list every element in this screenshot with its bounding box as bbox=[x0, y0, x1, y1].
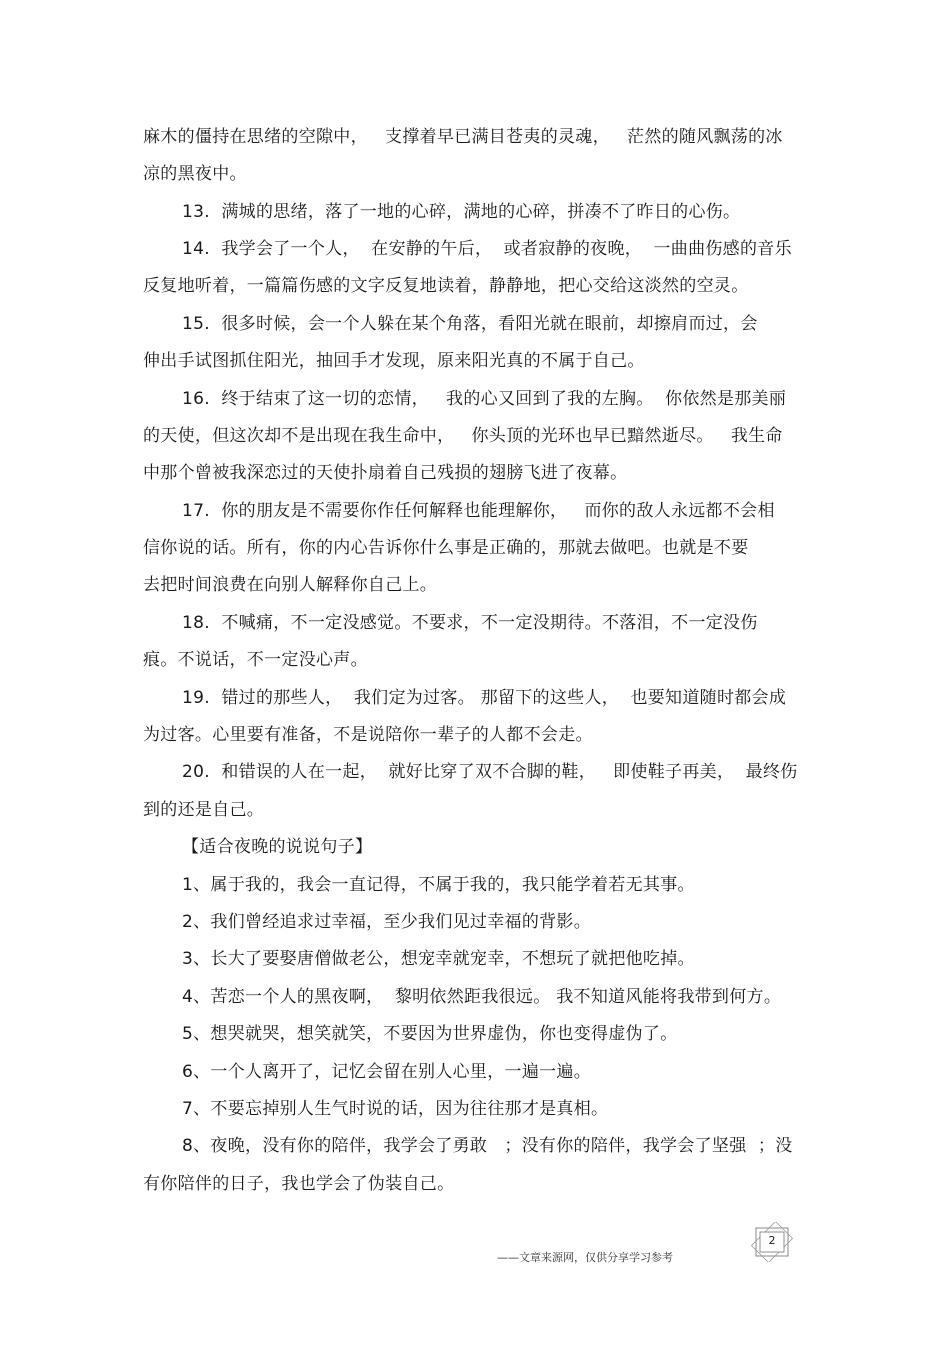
list-item: 6、一个人离开了，记忆会留在别人心里，一遍一遍。 bbox=[182, 1062, 592, 1082]
text-line: 15. 很多时候，会一个人躲在某个角落，看阳光就在眼前，却擦肩而过，会 bbox=[182, 314, 758, 334]
text-line: 信你说的话。所有，你的内心告诉你什么事是正确的，那就去做吧。也就是不要 bbox=[143, 538, 749, 558]
text-line: 13. 满城的思绪，落了一地的心碎，满地的心碎，拼凑不了昨日的心伤。 bbox=[182, 202, 741, 222]
list-item: 1、属于我的，我会一直记得，不属于我的，我只能学着若无其事。 bbox=[182, 875, 695, 895]
text-line: 为过客。心里要有准备，不是说陪你一辈子的人都不会走。 bbox=[143, 725, 593, 745]
list-item: 2、我们曾经追求过幸福，至少我们见过幸福的背影。 bbox=[182, 912, 592, 932]
list-item: 7、不要忘掉别人生气时说的话，因为往往那才是真相。 bbox=[182, 1099, 609, 1119]
text-line: 20. 和错误的人在一起， 就好比穿了双不合脚的鞋， 即使鞋子再美， 最终伤 bbox=[182, 762, 798, 782]
list-item: 3、长大了要娶唐僧做老公，想宠幸就宠幸，不想玩了就把他吃掉。 bbox=[182, 949, 695, 969]
text-line: 痕。不说话，不一定没心声。 bbox=[143, 650, 368, 670]
text-line: 14. 我学会了一个人， 在安静的午后， 或者寂静的夜晚， 一曲曲伤感的音乐 bbox=[182, 239, 792, 259]
text-line: 17. 你的朋友是不需要你作任何解释也能理解你， 而你的敌人永远都不会相 bbox=[182, 501, 775, 521]
text-line: 18. 不喊痛，不一定没感觉。不要求，不一定没期待。不落泪，不一定没伤 bbox=[182, 613, 758, 633]
list-item: 8、夜晚，没有你的陪伴，我学会了勇敢 ；没有你的陪伴，我学会了坚强 ；没 bbox=[182, 1136, 793, 1156]
text-line: 伸出手试图抓住阳光，抽回手才发现，原来阳光真的不属于自己。 bbox=[143, 351, 645, 371]
list-item: 4、苦恋一个人的黑夜啊， 黎明依然距我很远。 我不知道风能将我带到何方。 bbox=[182, 987, 782, 1007]
source-note: ——文章来源网，仅供分享学习参考 bbox=[497, 1251, 673, 1264]
text-line: 16. 终于结束了这一切的恋情， 我的心又回到了我的左胸。 你依然是那美丽 bbox=[182, 389, 787, 409]
text-line: 中那个曾被我深恋过的天使扑扇着自己残损的翅膀飞进了夜幕。 bbox=[143, 463, 628, 483]
text-line: 去把时间浪费在向别人解释你自己上。 bbox=[143, 575, 438, 595]
section-heading: 【适合夜晚的说说句子】 bbox=[182, 837, 373, 857]
text-line: 的天使，但这次却不是出现在我生命中， 你头顶的光环也早已黯然逝尽。 我生命 bbox=[143, 426, 783, 446]
text-line: 麻木的僵持在思绪的空隙中， 支撑着早已满目苍夷的灵魂， 茫然的随风飘荡的冰 bbox=[143, 127, 783, 147]
list-item: 有你陪伴的日子，我也学会了伪装自己。 bbox=[143, 1174, 455, 1194]
page-number-badge bbox=[748, 1222, 796, 1262]
list-item: 5、想哭就哭，想笑就笑，不要因为世界虚伪，你也变得虚伪了。 bbox=[182, 1024, 678, 1044]
text-line: 反复地听着，一篇篇伤感的文字反复地读着，静静地，把心交给这淡然的空灵。 bbox=[143, 276, 749, 296]
text-line: 19. 错过的那些人， 我们定为过客。 那留下的这些人， 也要知道随时都会成 bbox=[182, 688, 787, 708]
page-number: 2 bbox=[768, 1234, 776, 1247]
text-line: 到的还是自己。 bbox=[143, 800, 265, 820]
text-line: 凉的黑夜中。 bbox=[143, 164, 247, 184]
